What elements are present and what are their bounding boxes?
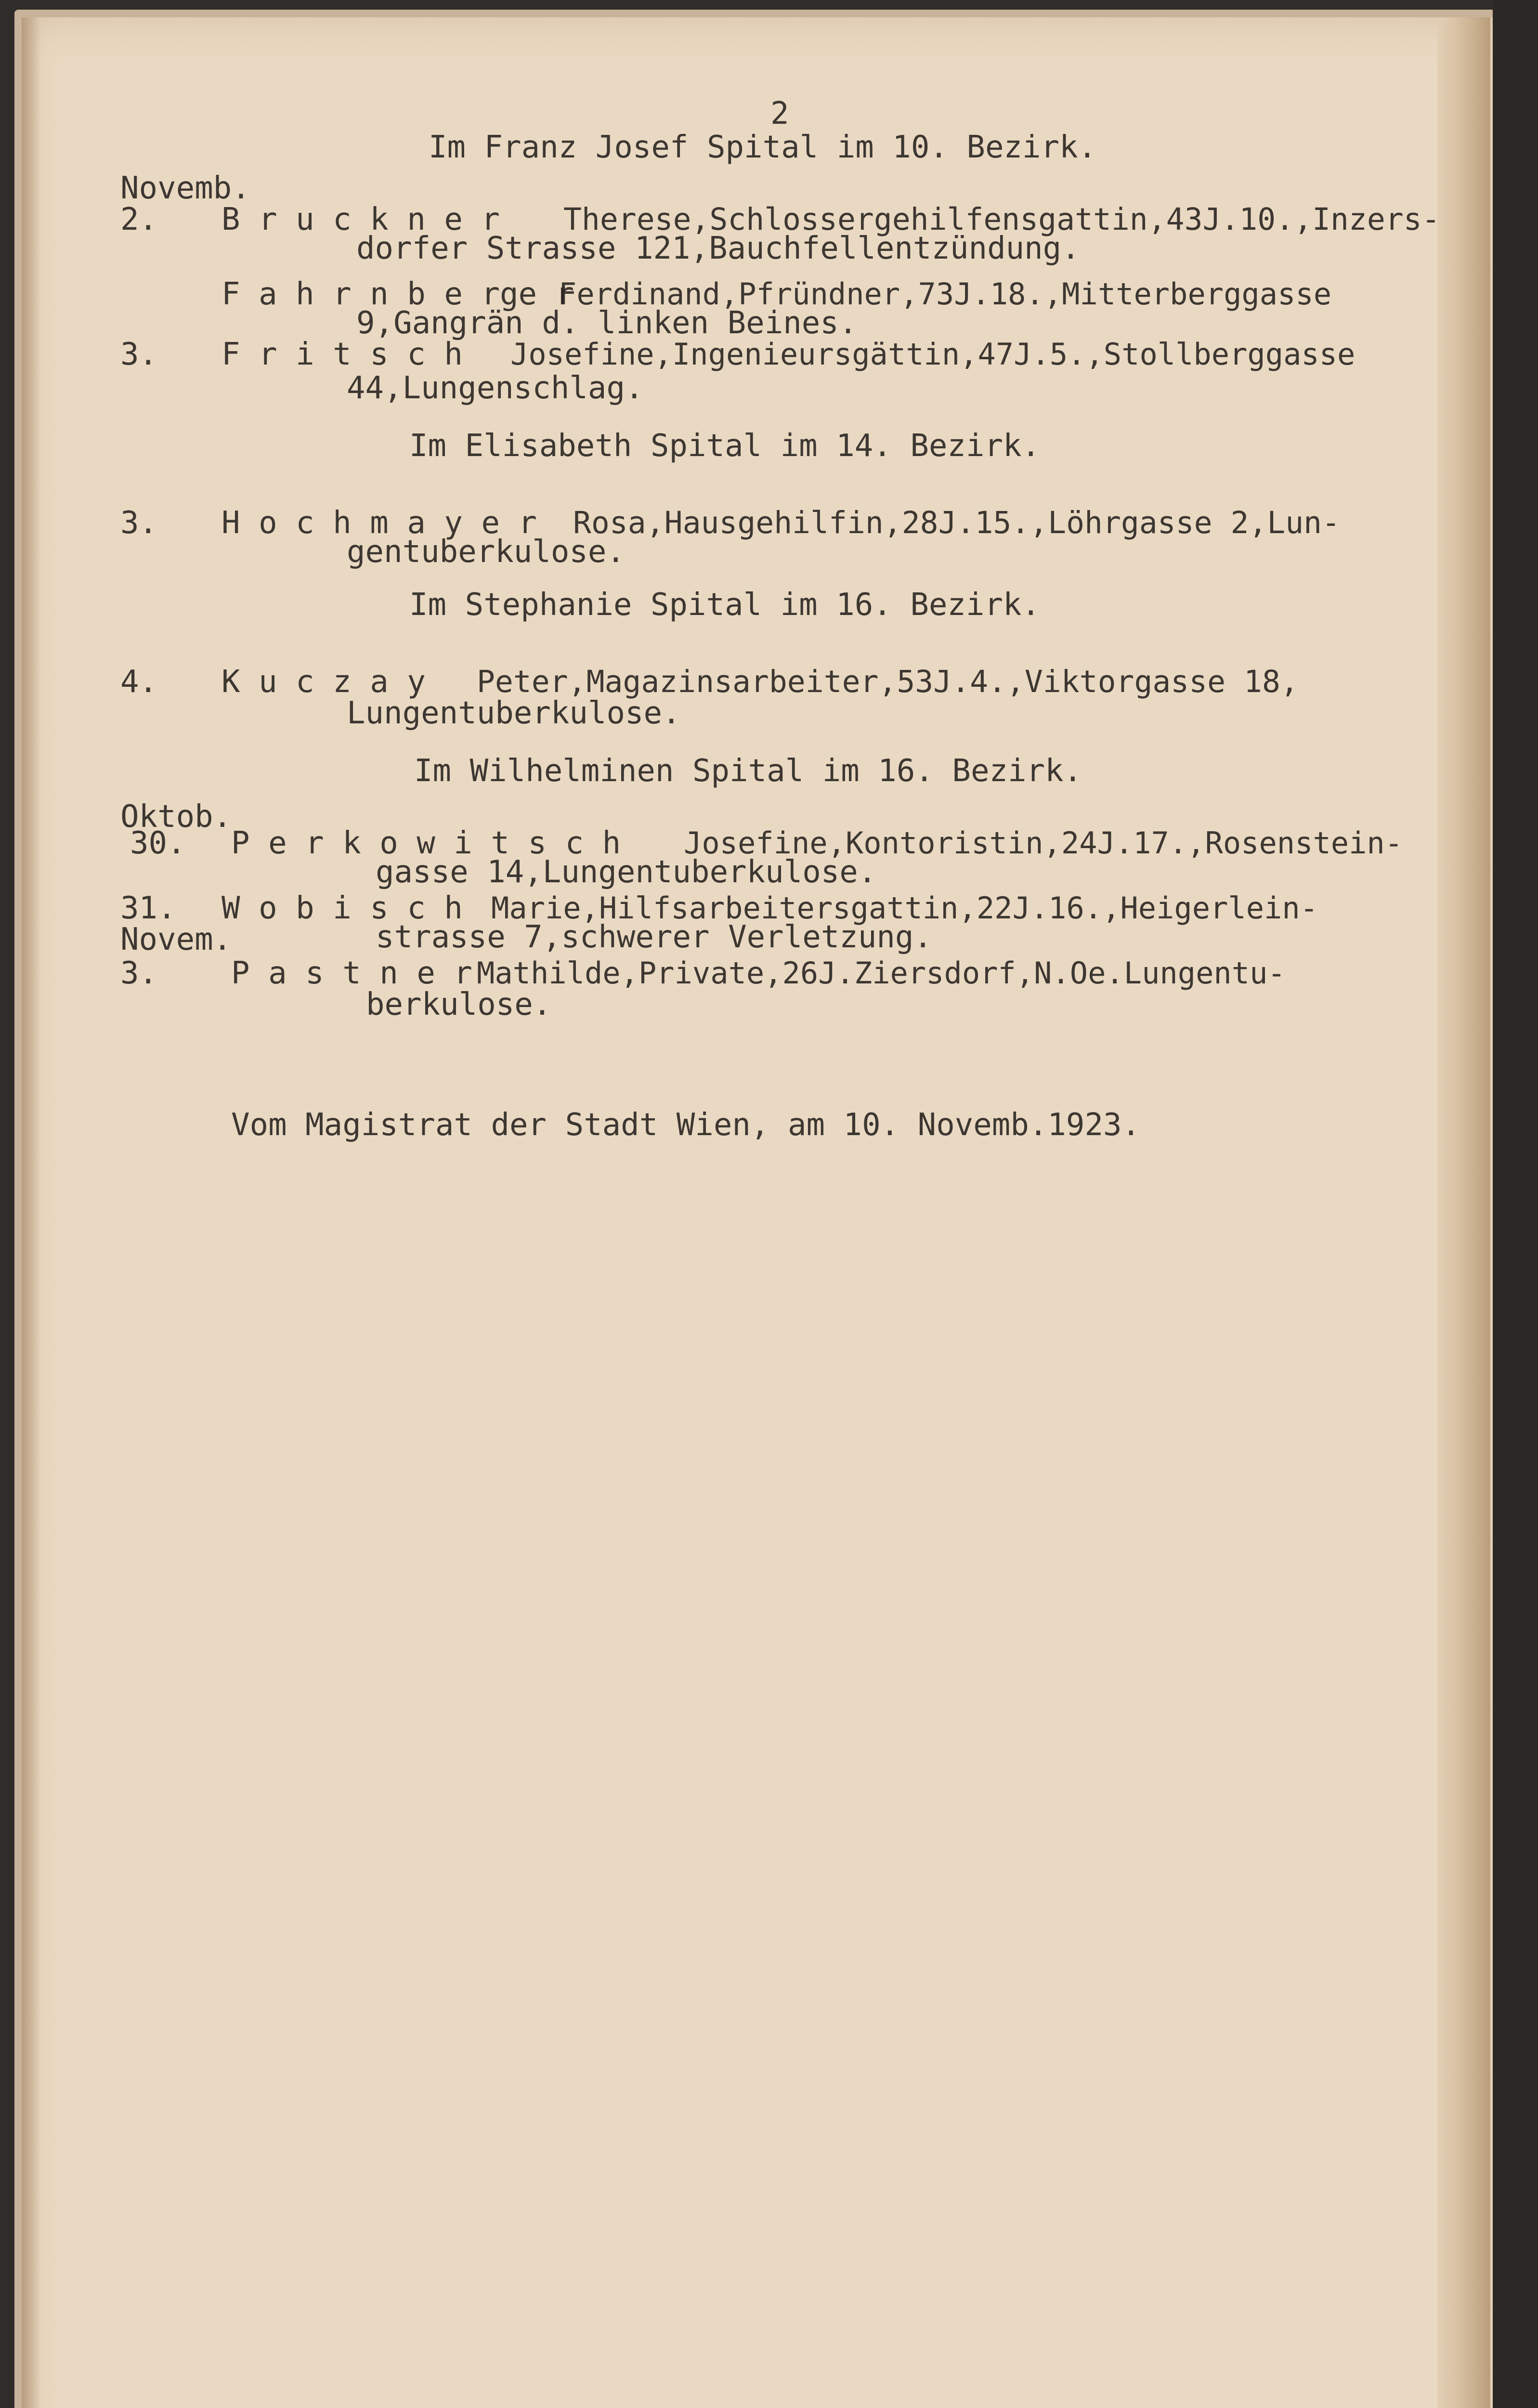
entry-text-continued: gasse 14,Lungentuberkulose. <box>376 854 877 890</box>
entry-surname: F a h r n b e rge r <box>222 276 574 312</box>
entry-text: Ferdinand,Pfründner,73J.18.,Mitterberggasse <box>559 276 1332 312</box>
entry-day: 31. <box>120 890 176 926</box>
entry-text-continued: 44,Lungenschlag. <box>347 370 644 406</box>
entry-surname: F r i t s c h <box>222 337 463 372</box>
signature-line: Vom Magistrat der Stadt Wien, am 10. Novemb.1923. <box>231 1107 1141 1143</box>
entry-text-continued: gentuberkulose. <box>347 534 625 570</box>
section-heading-franz-josef: Im Franz Josef Spital im 10. Bezirk. <box>429 130 1097 165</box>
date-label: Oktob. <box>120 799 232 835</box>
entry-text: Rosa,Hausgehilfin,28J.15.,Löhrgasse 2,Lun- <box>573 505 1341 540</box>
entry-day: 30. <box>130 825 186 861</box>
entry-surname: W o b i s c h <box>222 890 463 926</box>
entry-day: 3. <box>120 955 158 991</box>
entry-text: Josefine,Kontoristin,24J.17.,Rosenstein- <box>684 825 1403 861</box>
entry-day: 4. <box>120 664 158 700</box>
entry-text-continued: strasse 7,schwerer Verletzung. <box>376 919 932 955</box>
binding-spine <box>1437 17 1490 2408</box>
section-heading-stephanie: Im Stephanie Spital im 16. Bezirk. <box>409 587 1041 623</box>
scan-background <box>1493 0 1538 2408</box>
entry-day: 2. <box>120 202 158 237</box>
entry-text-continued: dorfer Strasse 121,Bauchfellentzündung. <box>356 231 1080 266</box>
page-number: 2 <box>770 96 789 131</box>
section-heading-elisabeth: Im Elisabeth Spital im 14. Bezirk. <box>409 428 1041 464</box>
entry-day: 3. <box>120 337 158 372</box>
entry-text: Mathilde,Private,26J.Ziersdorf,N.Oe.Lungentu- <box>477 955 1286 991</box>
entry-text-continued: 9,Gangrän d. linken Beines. <box>356 305 858 341</box>
section-heading-wilhelminen: Im Wilhelminen Spital im 16. Bezirk. <box>414 753 1082 789</box>
date-label: Novem. <box>120 922 232 957</box>
entry-text-continued: Lungentuberkulose. <box>347 695 681 731</box>
entry-day: 3. <box>120 505 158 541</box>
date-label: Novemb. <box>120 170 250 206</box>
entry-surname: P a s t n e r <box>231 955 472 991</box>
entry-text: Therese,Schlossergehilfensgattin,43J.10.,Inzers- <box>563 202 1440 237</box>
entry-text: Josefine,Ingenieursgättin,47J.5.,Stollberggasse <box>510 337 1356 372</box>
entry-text: Peter,Magazinsarbeiter,53J.4.,Viktorgasse 18, <box>477 664 1299 699</box>
entry-surname: H o c h m a y e r <box>222 505 537 541</box>
document-page <box>22 17 1502 2408</box>
entry-surname: P e r k o w i t s c h <box>231 825 621 861</box>
entry-surname: K u c z a y <box>222 664 426 700</box>
page-left-shadow <box>22 17 41 2408</box>
entry-surname: B r u c k n e r <box>222 202 500 237</box>
entry-text-continued: berkulose. <box>366 987 552 1022</box>
entry-text: Marie,Hilfsarbeitersgattin,22J.16.,Heigerlein- <box>491 890 1318 926</box>
